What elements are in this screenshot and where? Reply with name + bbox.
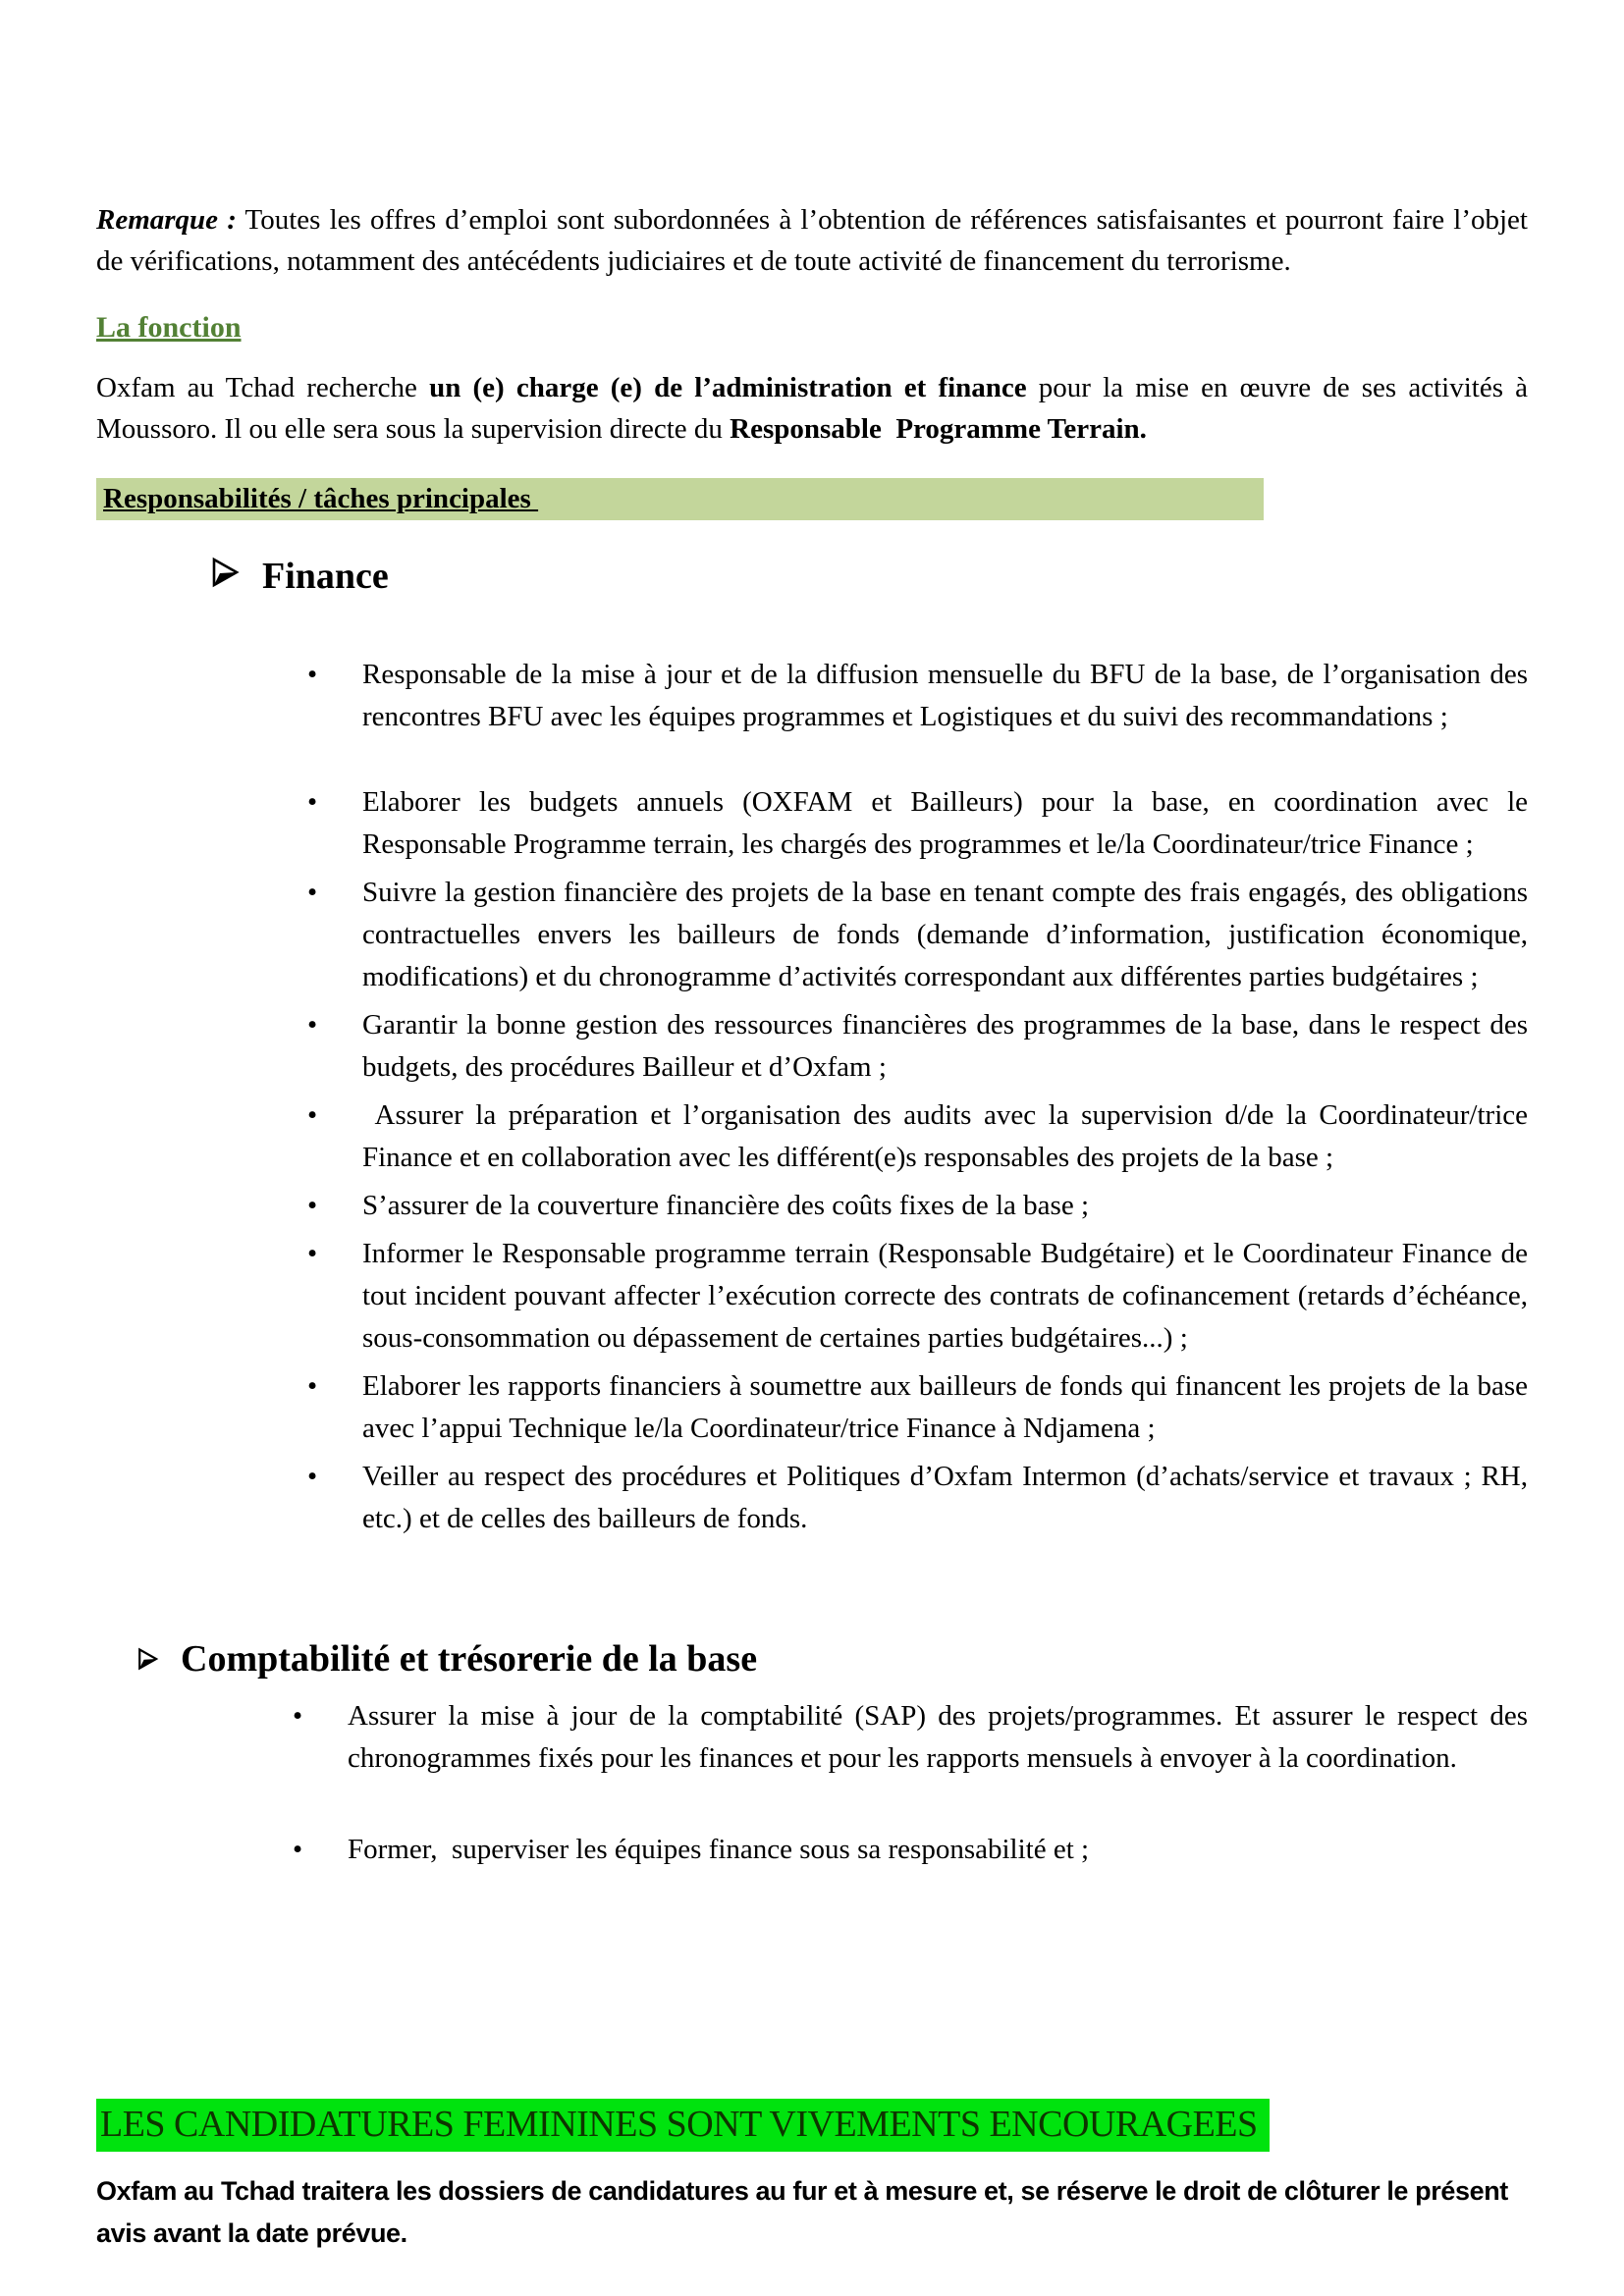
function-lead: Oxfam au Tchad recherche bbox=[96, 372, 430, 403]
section-title: Comptabilité et trésorerie de la base bbox=[181, 1638, 758, 1680]
responsibilities-banner bbox=[96, 478, 1264, 520]
list-item bbox=[293, 1695, 1528, 1780]
supervisor-title: Responsable Programme Terrain. bbox=[730, 413, 1147, 445]
section-heading-comptabilite bbox=[137, 1636, 1528, 1682]
bullet-icon: • bbox=[307, 877, 318, 908]
list-item bbox=[307, 1365, 1528, 1450]
remark-text: Toutes les offres d’emploi sont subordonnées à l’obtention de références satisfaisantes et pourront faire l’objet de vérifications, notamment des antécédents judiciaires et de toute activité de financement du terrorisme. bbox=[96, 204, 1528, 277]
bullet-text: Elaborer les rapports financiers à soumettre aux bailleurs de fonds qui financent les projets de la base avec l’appui Technique le/la Coordinateur/trice Finance à Ndjamena ; bbox=[362, 1370, 1528, 1444]
list-item bbox=[307, 1095, 1528, 1179]
function-middle: pour la mise en œuvre de ses activités à Moussoro. Il ou elle sera sous la supervision directe du bbox=[96, 372, 1529, 445]
list-item bbox=[307, 1185, 1528, 1227]
highlighted-notice-text: LES CANDIDATURES FEMININES SONT VIVEMENTS ENCOURAGEES bbox=[96, 2099, 1270, 2152]
bullet-icon: • bbox=[307, 1461, 318, 1492]
responsibilities-banner-label: Responsabilités / tâches principales bbox=[103, 483, 539, 514]
bullet-icon: • bbox=[307, 659, 318, 690]
bullet-icon: • bbox=[307, 1099, 318, 1131]
finance-bullet-list bbox=[96, 654, 1528, 1540]
list-item bbox=[293, 1829, 1528, 1871]
bullet-icon: • bbox=[307, 1009, 318, 1041]
bullet-icon: • bbox=[307, 786, 318, 818]
job-title: un (e) charge (e) de l’administration et finance bbox=[429, 372, 1027, 403]
bullet-text: Elaborer les budgets annuels (OXFAM et Bailleurs) pour la base, en coordination avec le Responsable Programme terrain, les chargés des programmes et le/la Coordinateur/trice Finance ; bbox=[362, 786, 1528, 860]
bullet-text: S’assurer de la couverture financière des coûts fixes de la base ; bbox=[362, 1190, 1089, 1221]
remark-label: Remarque : bbox=[96, 204, 237, 236]
page-footer bbox=[96, 2096, 1537, 2281]
bullet-icon: • bbox=[307, 1238, 318, 1269]
function-paragraph bbox=[96, 367, 1528, 450]
closing-paragraph: Oxfam au Tchad traitera les dossiers de candidatures au fur et à mesure et, se réserve le droit de clôturer le présent avis avant la date prévue. bbox=[96, 2176, 1508, 2248]
bullet-icon: • bbox=[293, 1834, 303, 1865]
bullet-icon: • bbox=[293, 1700, 303, 1732]
arrow-bullet-icon bbox=[137, 1636, 159, 1682]
arrow-bullet-icon bbox=[211, 554, 241, 599]
function-heading: La fonction bbox=[96, 311, 242, 344]
bullet-text: Former, superviser les équipes finance sous sa responsabilité et ; bbox=[348, 1834, 1090, 1865]
bullet-text: Veiller au respect des procédures et Politiques d’Oxfam Intermon (d’achats/service et travaux ; RH, etc.) et de celles des bailleurs de fonds. bbox=[362, 1461, 1528, 1534]
list-item bbox=[307, 872, 1528, 998]
list-item bbox=[307, 1004, 1528, 1089]
bullet-text: Assurer la mise à jour de la comptabilité (SAP) des projets/programmes. Et assurer le respect des chronogrammes fixés pour les finances et pour les rapports mensuels à envoyer à la coordination. bbox=[348, 1700, 1528, 1774]
bullet-text: Informer le Responsable programme terrain (Responsable Budgétaire) et le Coordinateur Finance de tout incident pouvant affecter l’exécution correcte des contrats de cofinancement (retards d’échéance, sous-consommation ou dépassement de certaines parties budgétaires...) ; bbox=[362, 1238, 1528, 1354]
highlighted-notice bbox=[96, 2096, 1537, 2161]
bullet-text: Suivre la gestion financière des projets de la base en tenant compte des frais engagés, des obligations contractuelles envers les bailleurs de fonds (demande d’information, justification économique, modifications) et du chronogramme d’activités correspondant aux différentes parties budgétaires ; bbox=[362, 877, 1528, 992]
list-item bbox=[307, 1233, 1528, 1360]
section-heading-finance bbox=[211, 554, 1528, 599]
list-item bbox=[307, 781, 1528, 866]
document-content bbox=[96, 0, 1528, 1877]
list-item bbox=[307, 654, 1528, 738]
bullet-text: Garantir la bonne gestion des ressources financières des programmes de la base, dans le respect des budgets, des procédures Bailleur et d’Oxfam ; bbox=[362, 1009, 1528, 1083]
list-item bbox=[307, 1456, 1528, 1540]
bullet-icon: • bbox=[307, 1370, 318, 1402]
remark-paragraph bbox=[96, 199, 1528, 282]
section-title: Finance bbox=[262, 556, 389, 597]
bullet-text: Assurer la préparation et l’organisation des audits avec la supervision d/de la Coordinateur/trice Finance et en collaboration avec les différent(e)s responsables des projets de la base ; bbox=[362, 1099, 1528, 1173]
comptabilite-bullet-list bbox=[96, 1695, 1528, 1871]
bullet-icon: • bbox=[307, 1190, 318, 1221]
bullet-text: Responsable de la mise à jour et de la diffusion mensuelle du BFU de la base, de l’organisation des rencontres BFU avec les équipes programmes et Logistiques et du suivi des recommandations ; bbox=[362, 659, 1528, 732]
